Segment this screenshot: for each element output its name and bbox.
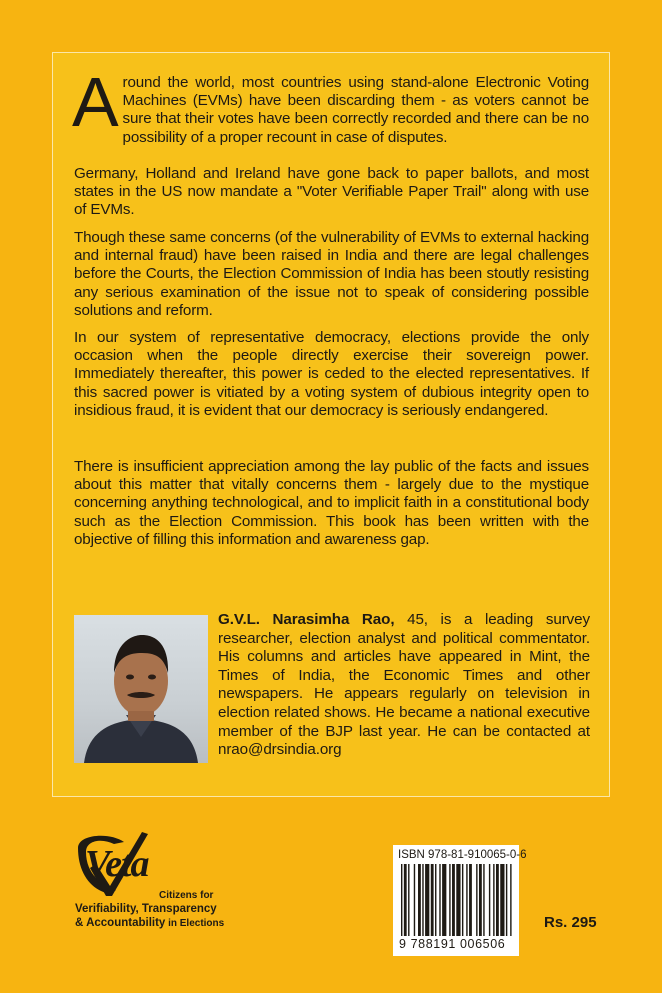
logo-line-1: Verifiability, Transparency bbox=[75, 903, 217, 915]
paragraph-1 bbox=[72, 63, 589, 147]
author-name: G.V.L. Narasimha Rao, bbox=[218, 611, 395, 628]
drop-cap: A bbox=[72, 63, 119, 141]
logo-line-2-text: Accountability bbox=[83, 917, 166, 929]
paragraph-4: In our system of representative democracy, elections provide the only occasion when the people directly exercise their sovereign power. Immediately thereafter, this power is ceded to the elected representatives. If this sacred power is vitiated by a voting system of dubious integrity open to insidious fraud, it is evident that our democracy is seriously endangered. bbox=[74, 329, 589, 419]
logo-wordmark: Veta bbox=[85, 843, 149, 885]
barcode bbox=[393, 845, 527, 956]
paragraph-1-text: round the world, most countries using stand-alone Electronic Voting Machines (EVMs) have been discarding them - as voters cannot be sure that their votes have been correctly recorded and there can be no possibility of a proper recount in case of disputes. bbox=[122, 74, 589, 146]
logo-ampersand: & bbox=[75, 917, 84, 929]
author-bio-text: 45, is a leading survey researcher, election analyst and political commentator. His columns and articles have appeared in Mint, the Times of India, the Economic Times and other newspapers. He appears regularly on television in election related shows. He became a national executive member of the BJP last year. He can be contacted at nrao@drsindia.org bbox=[218, 611, 590, 759]
veta-logo bbox=[72, 828, 262, 932]
isbn-label: ISBN 978-81-910065-0-6 bbox=[398, 849, 527, 861]
logo-subtitle: Citizens for bbox=[159, 890, 214, 901]
paragraph-2: Germany, Holland and Ireland have gone back to paper ballots, and most states in the US now mandate a "Voter Verifiable Paper Trail" along with use of EVMs. bbox=[74, 165, 589, 219]
price: Rs. 295 bbox=[544, 914, 597, 931]
barcode-bars bbox=[401, 864, 513, 936]
barcode-number: 9 788191 006506 bbox=[399, 937, 506, 951]
paragraph-3: Though these same concerns (of the vulnerability of EVMs to external hacking and internal fraud) have been raised in India and there are legal challenges before the Courts, the Election Commission of India has been stoutly resisting any serious examination of the issue not to speak of considering possible solutions and reform. bbox=[74, 229, 589, 319]
author-bio bbox=[218, 611, 590, 760]
logo-line-2-small: in Elections bbox=[165, 918, 225, 929]
paragraph-5: There is insufficient appreciation among the lay public of the facts and issues about this matter that vitally concerns them - largely due to the mystique concerning anything technological, and to implicit faith in a constitutional body such as the Election Commission. This book has been written with the objective of filling this information and awareness gap. bbox=[74, 458, 589, 548]
author-photo bbox=[74, 615, 208, 763]
logo-line-2 bbox=[75, 917, 224, 929]
